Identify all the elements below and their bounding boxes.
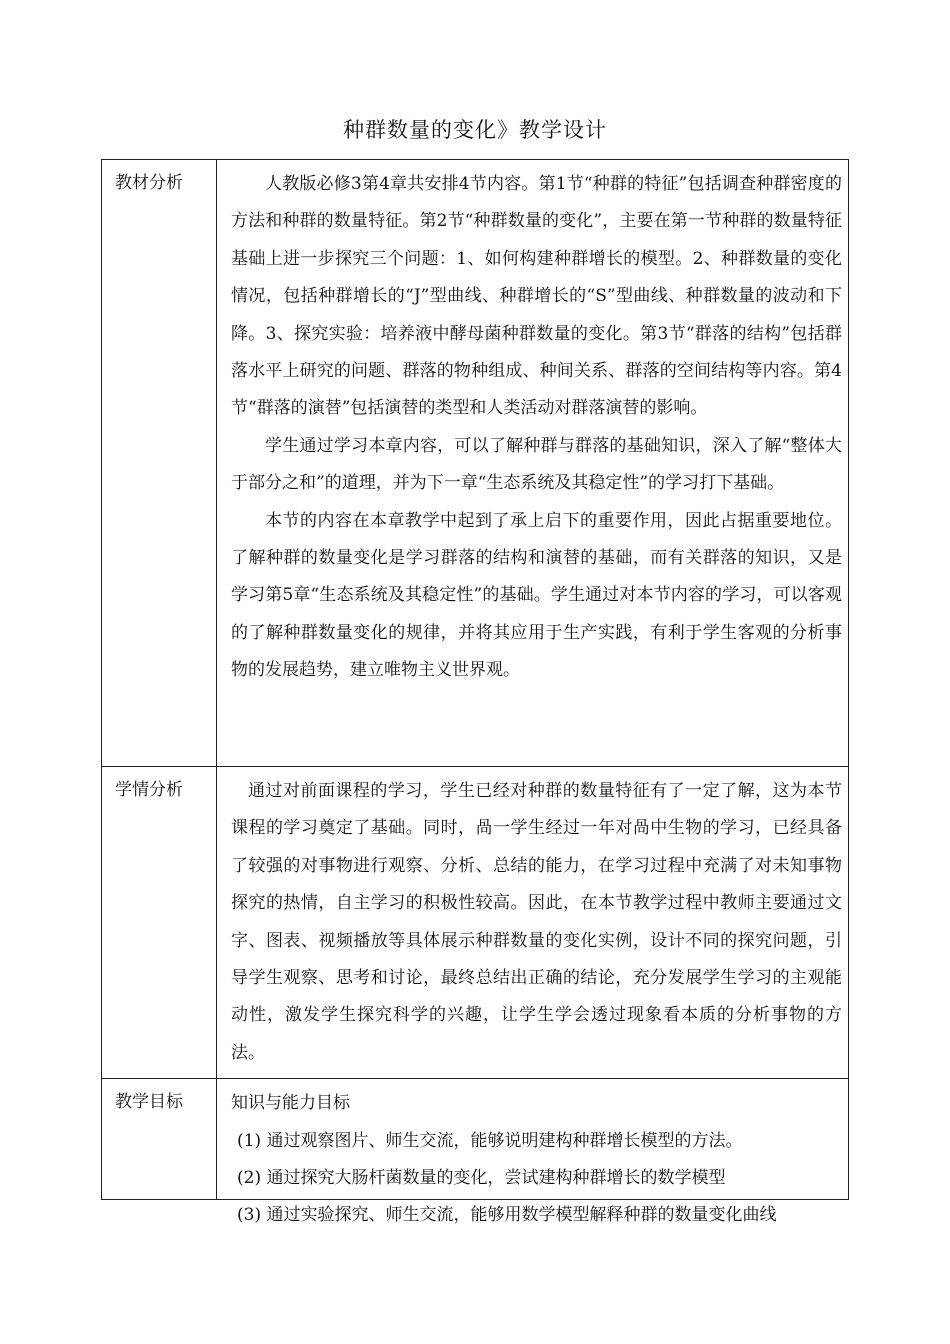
objective-item: (2) 通过探究大肠杆菌数量的变化，尝试建构种群增长的数学模型 bbox=[237, 1168, 726, 1189]
objective-item: (3) 通过实验探究、师生交流，能够用数学模型解释种群的数量变化曲线 bbox=[237, 1205, 777, 1226]
table-row bbox=[102, 160, 849, 767]
paragraph: 通过对前面课程的学习，学生已经对种群的数量特征有了一定了解，这为本节课程的学习奠定了基础。同时，咼一学生经过一年对咼中生物的学习，已经具备了较强的对事物进行观察、分析、总结的能力，在学习过程中充满了对未知事物探究的热情，自主学习的积极性较高。因此，在本节教学过程中教师主要通过文字、图表、视频播放等具体展示种群数量的变化实例，设计不同的探究问题，引导学生观察、思考和讨论，最终总结出正确的结论，充分发展学生学习的主观能动性，激发学生探究科学的兴趣，让学生学会透过现象看本质的分析事物的方法。 bbox=[231, 781, 842, 1063]
row-label-textbook-analysis: 教材分析 bbox=[102, 160, 217, 767]
student-analysis-content bbox=[217, 767, 849, 1079]
row-label-student-analysis: 学情分析 bbox=[102, 767, 217, 1079]
teaching-goals-clip bbox=[231, 1085, 842, 1226]
objective-item: (1) 通过观察图片、师生交流，能够说明建构种群增长模型的方法。 bbox=[237, 1130, 743, 1151]
paragraph: 本节的内容在本章教学中起到了承上启下的重要作用，因此占据重要地位。了解种群的数量变化是学习群落的结构和演替的基础，而有关群落的知识，又是学习第5章“生态系统及其稳定性”的基础。学生通过对本节内容的学习，可以客观的了解种群数量变化的规律，并将其应用于生产实践，有利于学生客观的分析事物的发展趋势，建立唯物主义世界观。 bbox=[231, 510, 842, 681]
teaching-goals-content bbox=[217, 1079, 849, 1226]
table-row bbox=[102, 1079, 849, 1200]
paragraph: 学生通过学习本章内容，可以了解种群与群落的基础知识，深入了解“整体大于部分之和”的道理，并为下一章“生态系统及其稳定性”的学习打下基础。 bbox=[231, 435, 842, 494]
objective-heading: 知识与能力目标 bbox=[231, 1093, 350, 1114]
table-row bbox=[102, 767, 849, 1079]
lesson-plan-table bbox=[101, 159, 849, 1226]
row-label-teaching-goals: 教学目标 bbox=[102, 1079, 217, 1200]
textbook-analysis-content bbox=[217, 160, 849, 767]
paragraph: 人教版必修3第4章共安排4节内容。第1节“种群的特征”包括调查种群密度的方法和种群的数量特征。第2节“种群数量的变化”，主要在第一节种群的数量特征基础上进一步探究三个问题：1、如何构建种群增长的模型。2、种群数量的变化情况，包括种群增长的“J”型曲线、种群增长的“S”型曲线、种群数量的波动和下降。3、探究实验：培养液中酵母菌种群数量的变化。第3节“群落的结构”包括群落水平上研究的问题、群落的物种组成、种间关系、群落的空间结构等内容。第4节“群落的演替”包括演替的类型和人类活动对群落演替的影响。 bbox=[231, 174, 842, 419]
document-title: 种群数量的变化》教学设计 bbox=[343, 118, 607, 142]
